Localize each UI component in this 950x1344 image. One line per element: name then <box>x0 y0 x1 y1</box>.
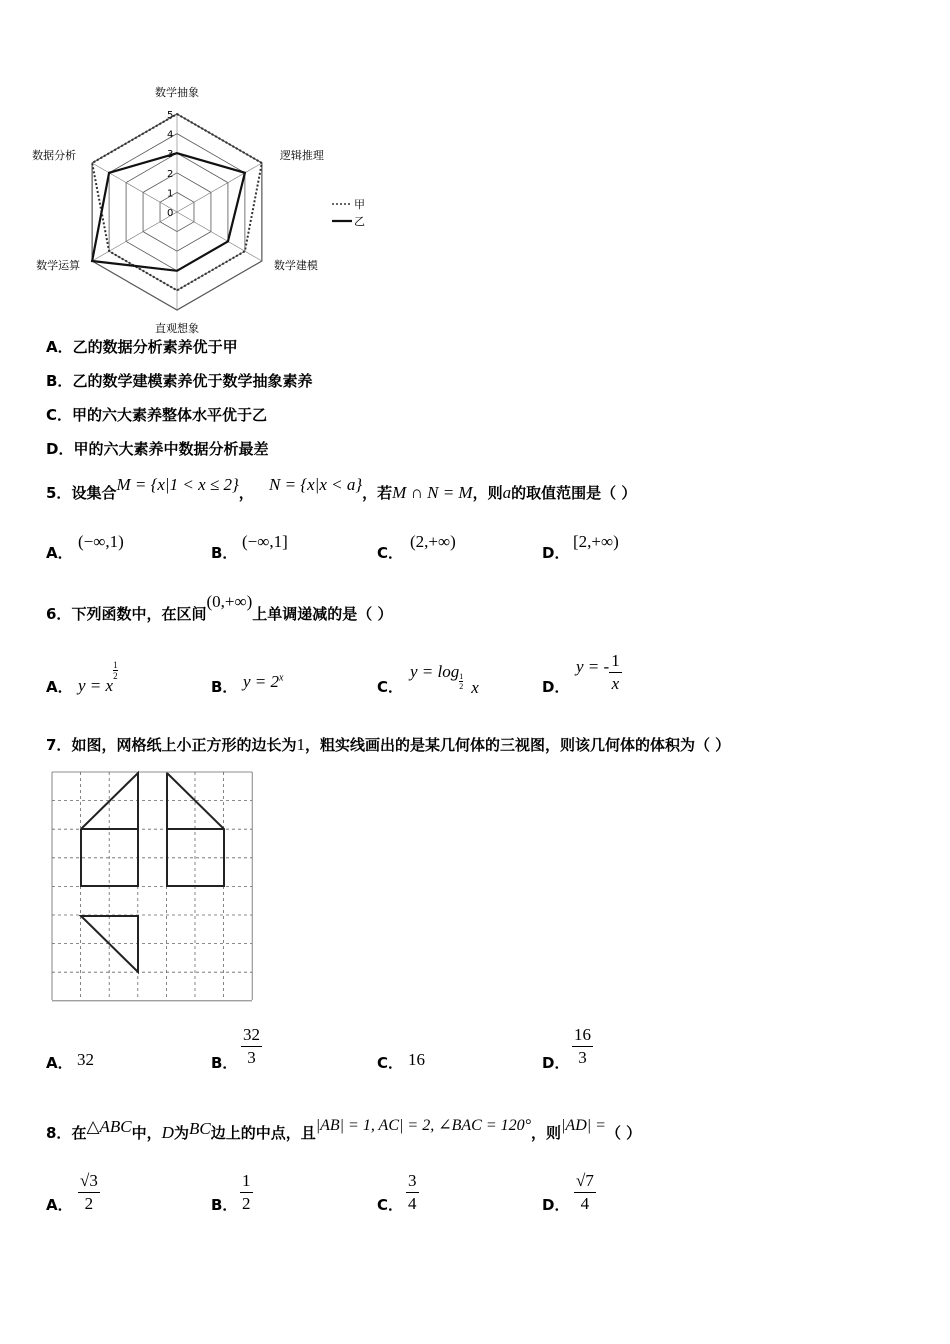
q8-triangle: △ABC <box>86 1117 132 1136</box>
three-view-shapes <box>81 773 224 972</box>
radar-axis-label: 直观想象 <box>155 322 199 335</box>
question-6 <box>46 592 393 624</box>
q7-text-2: ，粗实线画出的是某几何体的三视图，则该几何体的体积为（ ） <box>304 736 731 754</box>
legend-label-jia: 甲 <box>354 198 365 211</box>
q6-option-d: D． <box>542 678 570 696</box>
q4-option-b: B．乙的数学建模素养优于数学抽象素养 <box>46 372 313 390</box>
q7-option-c: C． <box>377 1054 404 1072</box>
q5-option-b: B． <box>211 544 238 562</box>
q5-number: 5． <box>46 484 72 502</box>
q7-text-1: 如图，网格纸上小正方形的边长为 <box>71 736 297 754</box>
question-7: 7．如图，网格纸上小正方形的边长为1，粗实线画出的是某几何体的三视图，则该几何体的体积为（ ） <box>46 735 731 754</box>
q8-condition: |AB| = 1, AC| = 2, ∠BAC = 120° <box>315 1117 532 1134</box>
q8-option-a-value: $\frac{√3}{2}$ <box>80 1171 98 1213</box>
radar-scale-label: 1 <box>167 188 174 200</box>
q8-option-c: C． <box>377 1196 404 1214</box>
radar-axis-label: 数学抽象 <box>155 86 199 99</box>
q6-option-a-formula: y = x $\frac{1}{2}$ <box>78 660 118 695</box>
radar-scale-label: 4 <box>167 129 174 141</box>
q8-option-b-value: $\frac{1}{2}$ <box>242 1171 251 1213</box>
radar-legend <box>332 198 365 228</box>
radar-chart <box>32 86 380 335</box>
radar-scale-label: 0 <box>167 208 174 219</box>
q6-text-2: 上单调递减的是（ ） <box>252 605 393 623</box>
q8-option-d-value: $\frac{√7}{4}$ <box>576 1171 594 1213</box>
q5-option-d: D． <box>542 544 570 562</box>
q8-option-d: D． <box>542 1196 570 1214</box>
radar-scale-label: 5 <box>167 110 174 121</box>
radar-axis-label: 数据分析 <box>32 149 77 162</box>
q4-option-d: D．甲的六大素养中数据分析最差 <box>46 440 269 458</box>
q6-option-a: A． <box>46 678 73 696</box>
q8-option-a: A． <box>46 1196 73 1214</box>
q5-option-c: C． <box>377 544 404 562</box>
q5-text-1: 设集合 <box>71 484 117 502</box>
q8-option-b: B． <box>211 1196 238 1214</box>
q7-option-c-value: 16 <box>408 1050 425 1069</box>
radar-axis-label: 逻辑推理 <box>279 149 324 162</box>
q6-option-c: C． <box>377 678 404 696</box>
q5-set-n: N = {x|x < a} <box>269 475 363 494</box>
q7-option-b: B． <box>211 1054 238 1072</box>
radar-scale-label: 2 <box>167 168 174 180</box>
q4-option-c: C．甲的六大素养整体水平优于乙 <box>46 406 268 424</box>
q6-option-b: B． <box>211 678 238 696</box>
radar-spoke <box>177 212 262 261</box>
q8-number: 8． <box>46 1124 72 1142</box>
q7-option-b-value: $\frac{32}{3}$ <box>243 1025 260 1067</box>
q5-option-a-value: (−∞,1) <box>78 532 124 551</box>
q7-option-d-value: $\frac{16}{3}$ <box>574 1025 591 1067</box>
question-8: 8．在△ABC中，D为BC边上的中点，且|AB| = 1, AC| = 2, ∠BAC = 120°，则|AD| =（ ） <box>46 1117 642 1142</box>
q4-option-a: A．乙的数据分析素养优于甲 <box>46 338 238 356</box>
q7-option-d: D． <box>542 1054 570 1072</box>
q7-option-a-value: 32 <box>77 1050 94 1069</box>
radar-axis-label: 数学运算 <box>36 259 81 272</box>
q6-interval: (0,+∞) <box>206 592 253 611</box>
radar-spoke <box>177 163 262 212</box>
q6-text-1: 下列函数中，在区间 <box>71 605 207 623</box>
radar-scale-label: 3 <box>167 149 174 161</box>
q5-condition: M ∩ N = M <box>392 483 473 502</box>
three-view-grid <box>50 770 254 1006</box>
q6-number: 6． <box>46 605 72 623</box>
question-5: 5．设集合M = {x|1 < x ≤ 2}， N = {x|x < a}，若M ∩ N = M，则a的取值范围是（ ） <box>46 475 637 502</box>
q5-set-m: M = {x|1 < x ≤ 2} <box>116 475 239 494</box>
q5-option-b-value: (−∞,1] <box>242 532 288 551</box>
q7-number: 7． <box>46 736 72 754</box>
radar-spoke <box>92 163 177 212</box>
q6-option-b-formula: $y = 2^x$ <box>243 672 284 691</box>
q8-option-c-value: $\frac{3}{4}$ <box>408 1171 417 1213</box>
radar-axis-label: 数学建模 <box>273 259 318 272</box>
q6-option-d-formula: y = - $\frac{1}{x}$ <box>576 651 620 693</box>
q6-option-c-formula: y = log $\frac{1}{2}$ x <box>410 662 479 697</box>
q7-option-a: A． <box>46 1054 73 1072</box>
q5-option-a: A． <box>46 544 73 562</box>
q5-option-d-value: [2,+∞) <box>573 532 619 551</box>
radar-spoke <box>92 212 177 261</box>
q5-option-c-value: (2,+∞) <box>410 532 456 551</box>
radar-labels <box>32 85 324 335</box>
legend-label-yi: 乙 <box>354 215 365 228</box>
